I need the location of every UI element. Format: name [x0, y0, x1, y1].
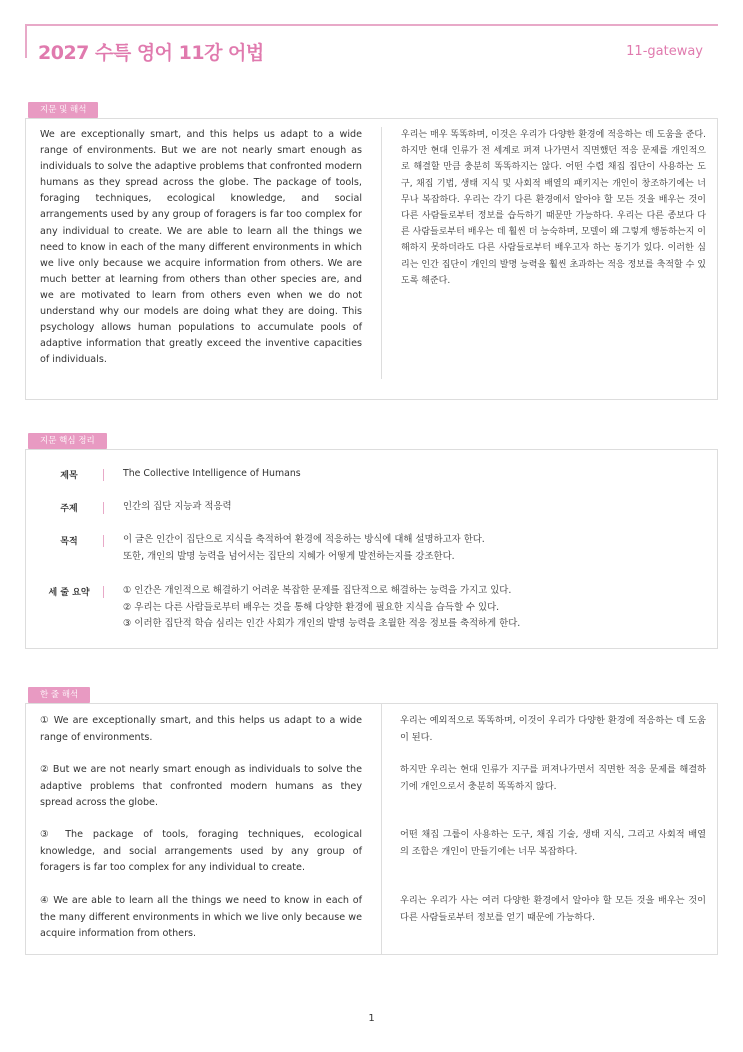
summary-bar — [103, 502, 104, 514]
summary-value: 인간의 집단 지능과 적응력 — [123, 501, 232, 512]
line-english: ② But we are not nearly smart enough as individuals to solve the adaptive problems that confronted modern humans as they spread across the globe. — [40, 764, 362, 808]
summary-value: The Collective Intelligence of Humans — [123, 468, 301, 479]
summary-label: 목적 — [60, 537, 78, 547]
summary-box — [25, 449, 718, 649]
passage-box — [25, 118, 718, 400]
page-title: 2027 수특 영어 11강 어법 — [38, 42, 264, 64]
header-tick — [25, 24, 27, 58]
summary-line: 또한, 개인의 발명 능력을 넘어서는 집단의 지혜가 어떻게 발전하는지를 강조한다. — [123, 550, 455, 562]
line-english: ④ We are able to learn all the things we need to know in each of the many different environments in which we live only because we acquire information from others. — [40, 895, 362, 939]
line-korean: 어떤 채집 그룹이 사용하는 도구, 채집 기술, 생태 지식, 그리고 사회적 배열의 조합은 개인이 만들기에는 너무 복잡하다. — [400, 829, 706, 857]
column-divider — [381, 127, 382, 379]
summary-label: 주제 — [60, 504, 78, 514]
summary-bar — [103, 586, 104, 598]
header-rule — [25, 24, 718, 26]
column-divider — [381, 704, 382, 954]
page-number: 1 — [368, 1013, 375, 1024]
summary-line: ① 인간은 개인적으로 해결하기 어려운 복잡한 문제를 집단적으로 해결하는 능력을 가지고 있다. — [123, 585, 512, 596]
summary-bar — [103, 535, 104, 547]
line-english: ① We are exceptionally smart, and this helps us adapt to a wide range of environments. — [40, 715, 362, 743]
summary-value — [123, 583, 703, 633]
summary-label: 세 줄 요약 — [48, 588, 90, 598]
summary-line: 이 글은 인간이 집단으로 지식을 축적하여 환경에 적응하는 방식에 대해 설명하고자 한다. — [123, 534, 485, 545]
line-korean: 하지만 우리는 현대 인류가 지구를 퍼져나가면서 직면한 적응 문제를 해결하기에 개인으로서 충분히 똑똑하지 않다. — [400, 764, 706, 792]
line-korean: 우리는 우리가 사는 여러 다양한 환경에서 알아야 할 모든 것을 배우는 것이 다른 사람들로부터 정보를 얻기 때문에 가능하다. — [400, 895, 706, 923]
summary-bar — [103, 469, 104, 481]
chapter-label: 11-gateway — [626, 44, 703, 59]
summary-value — [123, 532, 703, 565]
passage-english: We are exceptionally smart, and this helps us adapt to a wide range of environments. But we are not nearly smart enough as individuals to solve the adaptive problems that confronted modern humans as they spread across the globe. The package of tools, foraging techniques, ecological knowledge, and social arrangements used by any group of foragers is far too complex for any individual to create. We are able to learn all the things we need to know in each of the many different environments in which we live only because we acquire information from others. We are much better at learning from others than other species are, and we are motivated to learn from others even when we do not understand why our models are doing what they are doing. This psychology allows human populations to accumulate pools of adaptive information that greatly exceed the inventive capacities of individuals. — [40, 129, 362, 366]
section-tag-passage: 지문 및 해석 — [28, 102, 98, 118]
summary-line: ② 우리는 다른 사람들로부터 배우는 것을 통해 다양한 환경에 필요한 지식을 습득할 수 있다. — [123, 601, 500, 613]
section-tag-line-by-line: 한 줄 해석 — [28, 687, 90, 703]
line-korean: 우리는 예외적으로 똑똑하며, 이것이 우리가 다양한 환경에 적응하는 데 도움이 된다. — [400, 715, 706, 743]
summary-line: ③ 이러한 집단적 학습 심리는 인간 사회가 개인의 발명 능력을 초월한 적응 정보를 축적하게 한다. — [123, 618, 521, 629]
line-by-line-box — [25, 703, 718, 955]
section-tag-summary: 지문 핵심 정리 — [28, 433, 107, 449]
passage-korean: 우리는 매우 똑똑하며, 이것은 우리가 다양한 환경에 적응하는 데 도움을 준다. 하지만 현대 인류가 전 세계로 퍼져 나가면서 직면했던 적응 문제를 개인적으로 해결할 만큼 충분히 똑똑하지는 않다. 어떤 수렵 채집 집단이 사용하는 도구, 채집 기법, 생태 지식 및 사회적 배열의 패키지는 개인이 창조하기에는 너무나 복잡하다. 우리는 각기 다른 환경에서 알아야 할 모든 것을 배우는 것이 다른 사람들로부터 정보를 습득하기 때문만 가능하다. 우리는 다른 종보다 다른 사람들로부터 배우는 데 훨씬 더 능숙하며, 모델이 왜 그렇게 행동하는지 이해하지 못하더라도 다른 사람들로부터 배우고자 하는 동기가 있다. 이러한 심리는 인간 집단이 개인의 발명 능력을 훨씬 초과하는 적응 정보를 축적할 수 있도록 해준다. — [401, 130, 706, 286]
line-english: ③ The package of tools, foraging techniques, ecological knowledge, and social arrangements used by any group of foragers is far too complex for any individual to create. — [40, 829, 362, 873]
summary-label: 제목 — [60, 471, 78, 481]
